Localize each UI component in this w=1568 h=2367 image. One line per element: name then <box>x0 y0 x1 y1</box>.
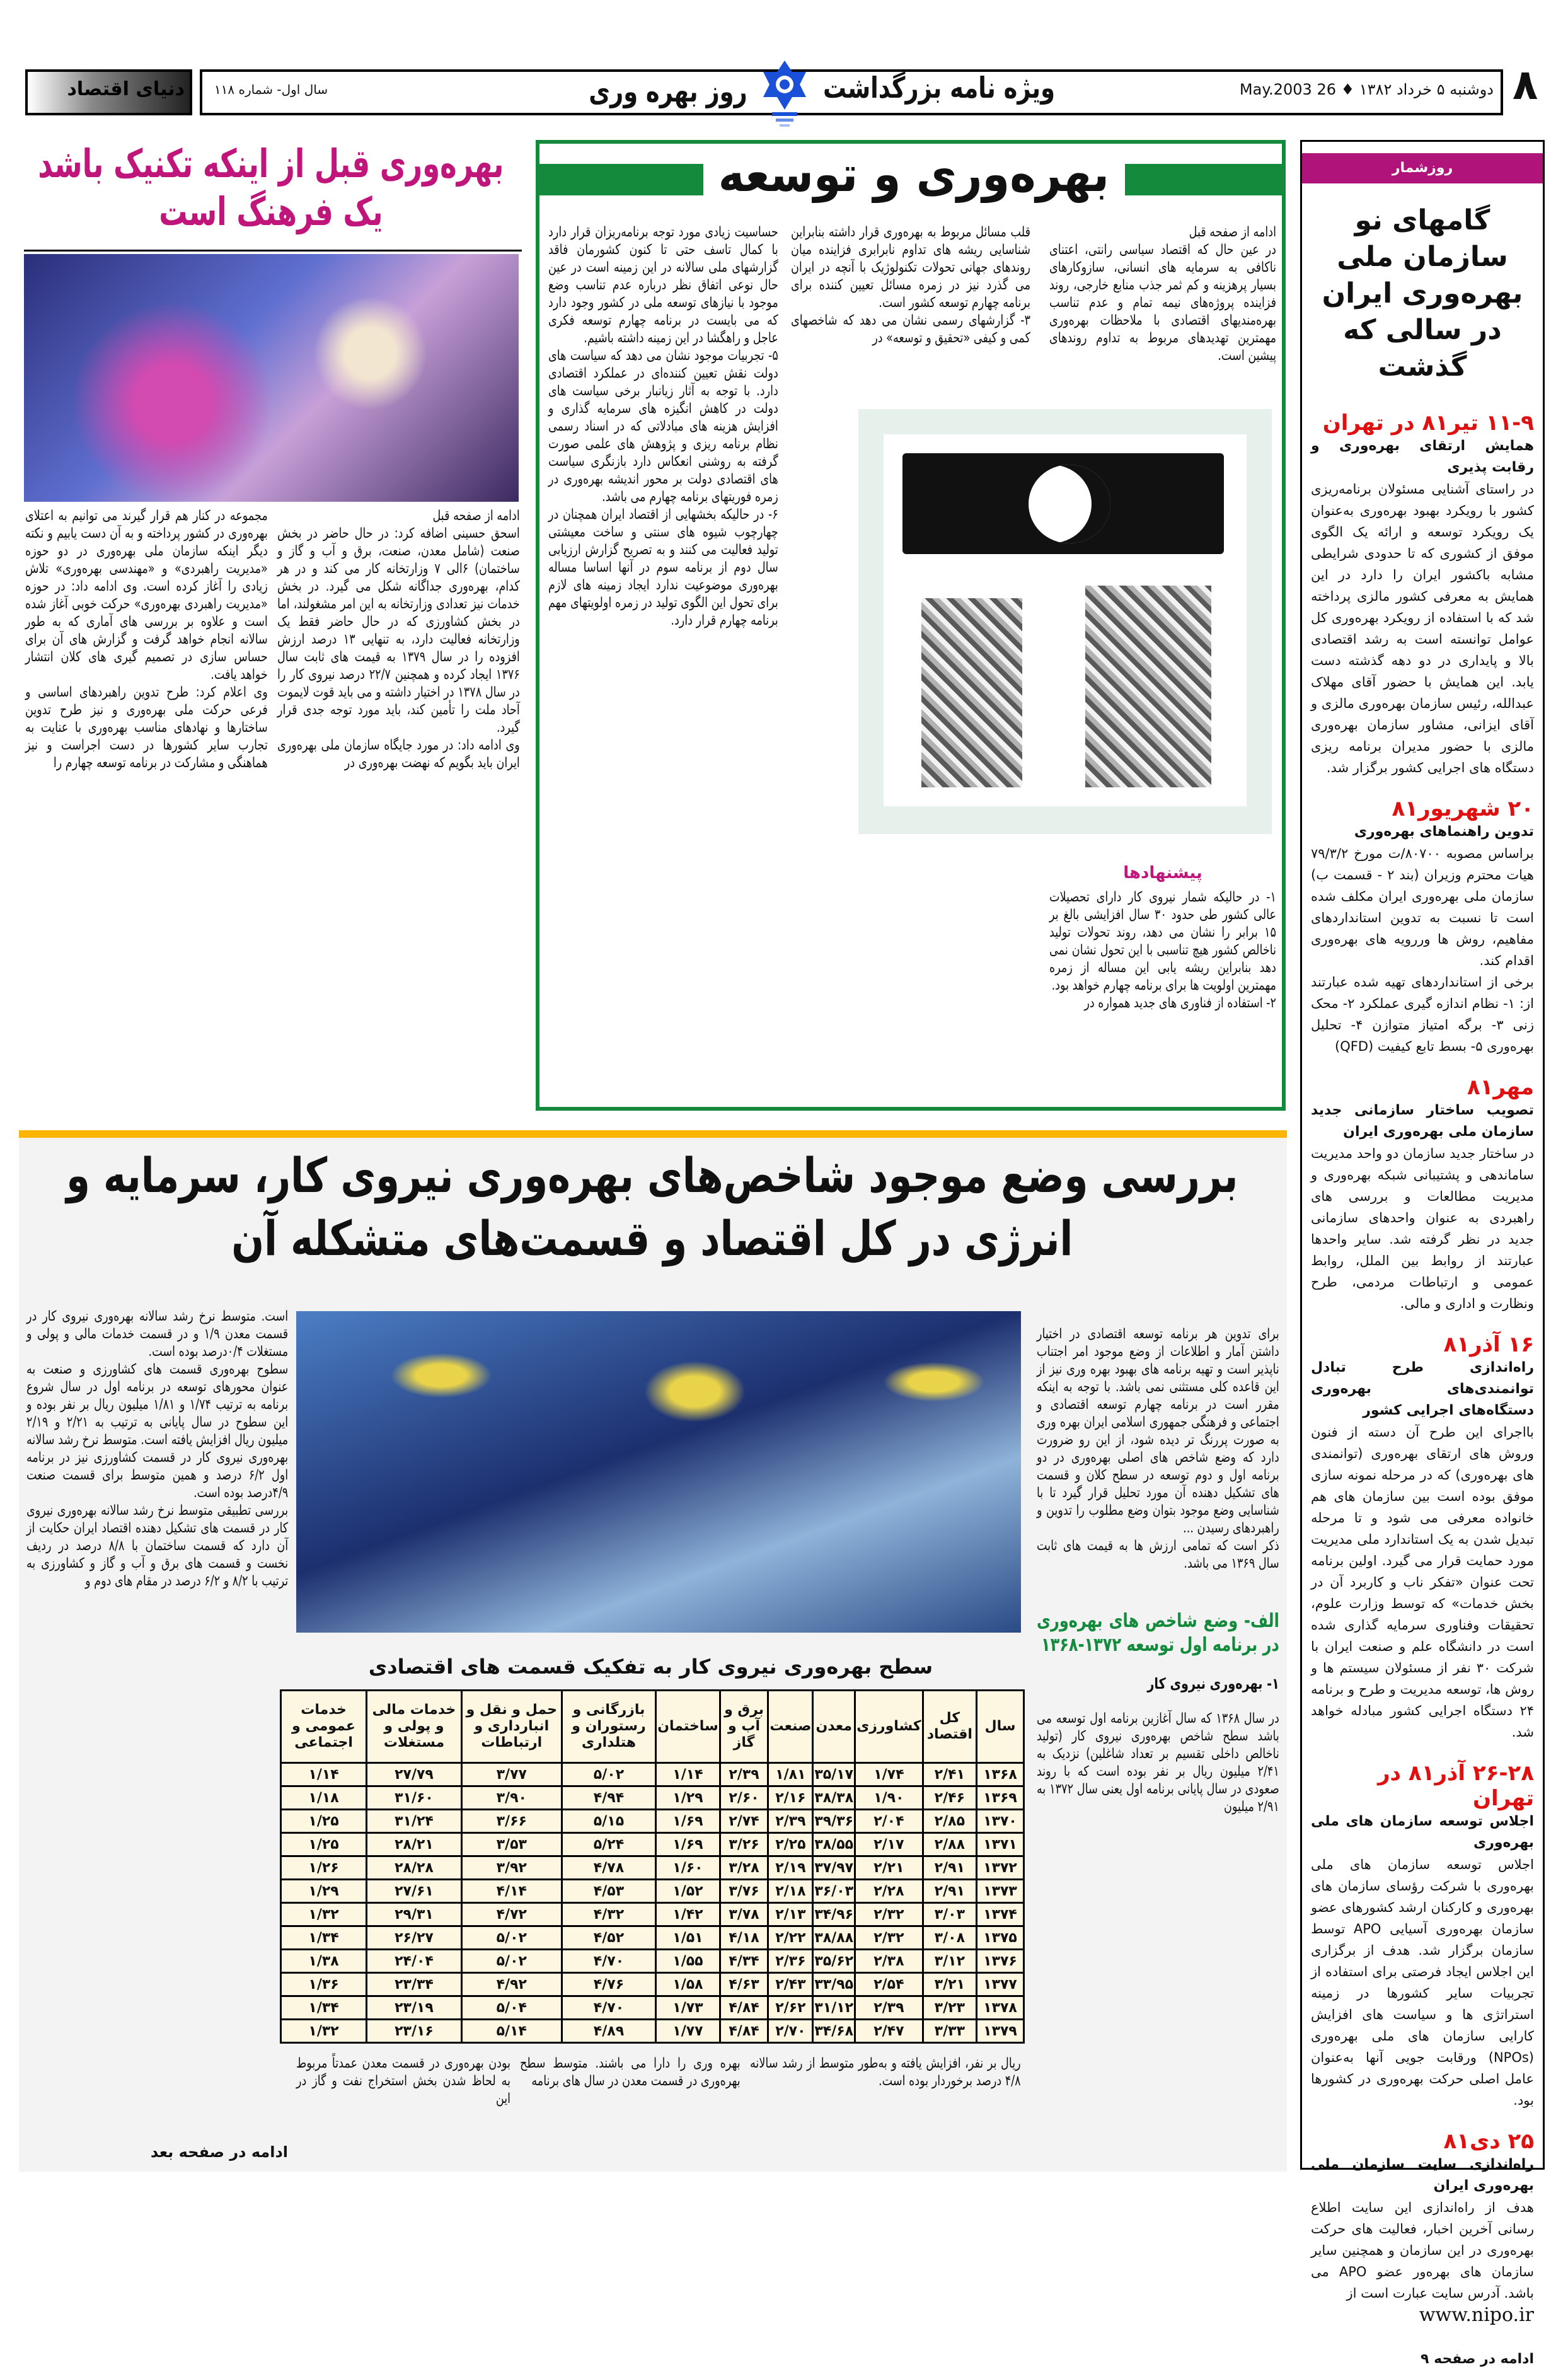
value-cell: ۴/۳۲ <box>562 1903 655 1926</box>
value-cell: ۲/۳۲ <box>855 1903 923 1926</box>
value-cell: ۱/۵۵ <box>656 1950 720 1973</box>
value-cell: ۲/۱۳ <box>768 1903 813 1926</box>
value-cell: ۳۴/۶۸ <box>813 2020 855 2043</box>
entry-body: در ساختار جدید سازمان دو واحد مدیریت ساماندهی و پشتیبانی شبکه بهره‌وری و مدیریت مطالعات و بررسی های راهبردی به عنوان واحدهای سازمانی جدید در نظر گرفته شد. سایر واحدها عبارتند از روابط بین الملل، روابط عمومی و ارتباطات مردمی، طرح ونظارت و اداری و مالی. <box>1311 1146 1534 1311</box>
value-cell: ۲/۸۸ <box>923 1833 976 1856</box>
title-bar-left <box>539 164 703 195</box>
value-cell: ۱/۴۲ <box>656 1903 720 1926</box>
suggestions-column: ۱- در حالیکه شمار نیروی کار دارای تحصیلات عالی کشور طی حدود ۳۰ سال افزایشی بالغ بر ۱۵ برابر را نشان می دهد، روند تحولات تولید ناخالص کشور هیچ تناسبی با این تحول نشان نمی دهد بنابراین ریشه یابی این مساله از زمره مهمترین اولویت ها برای برنامه چهارم خواهد بود. ۲- استفاده از فناوری های جدید همواره در <box>1049 889 1276 1011</box>
value-cell: ۲/۲۵ <box>768 1833 813 1856</box>
supplement-title: ویژه نامه بزرگداشت <box>823 71 1055 105</box>
entry-heading: اجلاس توسعه سازمان های ملی بهره‌وری <box>1311 1814 1534 1851</box>
value-cell: ۵/۱۴ <box>461 2020 562 2043</box>
value-cell: ۲/۹۱ <box>923 1856 976 1880</box>
value-cell: ۱/۳۸ <box>281 1950 367 1973</box>
table-row <box>281 2020 1024 2043</box>
page-number: ۸ <box>1513 61 1538 109</box>
year-cell: ۱۳۷۵ <box>977 1926 1024 1950</box>
value-cell: ۲۸/۲۱ <box>367 1833 462 1856</box>
value-cell: ۳۶/۰۳ <box>813 1880 855 1903</box>
value-cell: ۲/۴۷ <box>855 2020 923 2043</box>
value-cell: ۳/۲۶ <box>720 1833 768 1856</box>
value-cell: ۳/۹۰ <box>461 1786 562 1810</box>
orange-rule <box>19 1130 1287 1138</box>
year-cell: ۱۳۷۶ <box>977 1950 1024 1973</box>
feature-column: ریال بر نفر، افزایش یافته و به‌طور متوسط از رشد سالانه ۴/۸ درصد برخوردار بوده است. <box>750 2056 1021 2089</box>
value-cell: ۱/۲۹ <box>281 1880 367 1903</box>
column-header: صنعت <box>768 1691 813 1763</box>
value-cell: ۲۴/۰۴ <box>367 1950 462 1973</box>
year-cell: ۱۳۷۰ <box>977 1810 1024 1833</box>
feature-headline: بررسی وضع موجود شاخص‌های بهره‌وری نیروی کار، سرمایه و انرژی در کل اقتصاد و قسمت‌های متشکله آن <box>66 1147 1238 1266</box>
value-cell: ۲/۱۸ <box>768 1880 813 1903</box>
value-cell: ۲/۳۹ <box>855 1996 923 2020</box>
value-cell: ۲۳/۱۶ <box>367 2020 462 2043</box>
article-column: مجموعه در کنار هم قرار گیرند می توانیم به اعتلای بهره‌وری در کشور پرداخته و به آن دست یابیم و نکته دیگر اینکه سازمان ملی بهره‌وری در دو حوزه «مدیریت راهبردی» و «مهندسی بهره‌وری» تلاش زیادی را آغاز کرده است. وی ادامه داد: در حوزه «مدیریت راهبردی بهره‌وری» حرکت خوبی آغاز شده است و علاوه بر بررسی های آماری که به طور سالانه انجام خواهد گرفت و گزارش های آن برای حساس سازی در تصمیم گیری های کلان انتشار خواهد یافت. وی اعلام کرد: طرح تدوین راهبردهای اساسی و فرعی حرکت ملی بهره‌وری و نیز طرح تدوین ساختارها و نهادهای مناسب بهره‌وری با عنایت به تجارب سایر کشورها در دست اجراست و نیز هماهنگی و مشارکت در برنامه توسعه چهارم را <box>25 508 268 771</box>
value-cell: ۲/۳۶ <box>768 1950 813 1973</box>
value-cell: ۳۵/۱۷ <box>813 1763 855 1786</box>
entry-date: ۱۱-۹ تیر۸۱ در تهران <box>1322 410 1534 436</box>
value-cell: ۳۸/۸۸ <box>813 1926 855 1950</box>
value-cell: ۳/۲۱ <box>923 1973 976 1996</box>
value-cell: ۳/۶۶ <box>461 1810 562 1833</box>
column-header: معدن <box>813 1691 855 1763</box>
timeline-entry <box>1311 796 1534 1057</box>
value-cell: ۳۷/۹۷ <box>813 1856 855 1880</box>
value-cell: ۵/۰۲ <box>461 1926 562 1950</box>
entry-heading: همایش ارتقای بهره‌وری و رقابت پذیری <box>1311 438 1534 475</box>
value-cell: ۲۳/۳۴ <box>367 1973 462 1996</box>
year-cell: ۱۳۷۸ <box>977 1996 1024 2020</box>
value-cell: ۱/۳۲ <box>281 2020 367 2043</box>
year-cell: ۱۳۷۱ <box>977 1833 1024 1856</box>
value-cell: ۱/۷۳ <box>656 1996 720 2020</box>
box-column: حساسیت زیادی مورد توجه برنامه‌ریزان قرار دارد با کمال تاسف حتی تا کنون کشورمان فاقد گزارشهای ملی سالانه در این زمینه است در عین حال نوعی اتفاق نظر درباره عدم تناسب وضع موجود با نیازهای توسعه ملی در کشور وجود دارد که می بایست در برنامه چهارم توسعه فکری عاجل و راهگشا در این زمینه داشته باشیم. ۵- تجربیات موجود نشان می دهد که سیاست های دولت نقش تعیین کننده‌ای در عملکرد اقتصادی دارد. با توجه به آثار زیانبار برخی سیاست های دولت در کاهش انگیزه های سرمایه گذاری و افزایش هزینه های مبادلاتی که در اسناد رسمی نظام برنامه ریزی و پژوهش های علمی صورت گرفته به روشنی انعکاس دارد بازنگری سیاست های اقتصادی دولت بر محور اندیشه بهره‌وری در زمره فوریتهای برنامه چهارم می باشد. ۶- در حالیکه بخشهایی از اقتصاد ایران همچنان در چهارچوب شیوه های سنتی و ساخت معیشتی تولید فعالیت می کنند و به تصریح گزارش ارزیابی سال دوم از برنامه سوم در آنها اساسا مساله بهره‌وری موضوعیت ندارد ایجاد زمینه های لازم برای تحول این الگوی تولید در زمره اولویتهای مهم برنامه چهارم قرار دارد. <box>548 224 778 628</box>
value-cell: ۲/۱۹ <box>768 1856 813 1880</box>
table-header-row <box>281 1691 1024 1763</box>
productivity-emblem-icon <box>753 58 816 134</box>
value-cell: ۳/۰۳ <box>923 1903 976 1926</box>
issue-date: دوشنبه ۵ خرداد ۱۳۸۲ ♦ 26 May.2003 <box>1239 81 1494 98</box>
value-cell: ۳/۱۲ <box>923 1950 976 1973</box>
value-cell: ۳۱/۶۰ <box>367 1786 462 1810</box>
issue-number: سال اول- شماره ۱۱۸ <box>214 82 328 97</box>
value-cell: ۳/۲۳ <box>923 1996 976 2020</box>
value-cell: ۴/۹۴ <box>562 1786 655 1810</box>
value-cell: ۲۶/۲۷ <box>367 1926 462 1950</box>
intro-text: برای تدوین هر برنامه توسعه اقتصادی در اختیار داشتن آمار و اطلاعات از وضع موجود امر اجتناب ناپذیر است و تهیه برنامه های بهبود بهره وری نیز از این قاعده کلی مستثنی نمی باشد. با توجه به اینکه مقرر است در برنامه چهارم توسعه اقتصادی و اجتماعی و فرهنگی جمهوری اسلامی ایران بهره وری به صورت پررنگ تر دیده شود، از این رو ضرورت دارد که وضع شاخص های اصلی بهره‌وری در دو برنامه اول و دوم توسعه در سطح کلان و قسمت های تشکیل دهنده آن مورد تحلیل قرار گیرد تا با شناسایی وضع موجود بتوان وضع مطلوب را تدوین و راهبردهای رسیدن ... ذکر است که تمامی ارزش ها به قیمت های ثابت سال ۱۳۶۹ می باشد. <box>1037 1326 1279 1571</box>
value-cell: ۲/۱۷ <box>855 1833 923 1856</box>
table-row <box>281 1810 1024 1833</box>
table-row <box>281 1786 1024 1810</box>
table-row <box>281 1880 1024 1903</box>
entry-heading: راه‌اندازی طرح تبادل توانمندی‌های بهره‌وری دستگاه‌های اجرایی کشور <box>1311 1360 1534 1418</box>
continued-note: ادامه در صفحه بعد <box>150 2143 288 2161</box>
column-header: خدمات عمومی و اجتماعی <box>281 1691 367 1763</box>
section-subsubheading: ۱- بهره‌وری نیروی کار <box>1147 1675 1279 1693</box>
table-row <box>281 1973 1024 1996</box>
value-cell: ۴/۸۴ <box>720 2020 768 2043</box>
value-cell: ۱/۷۴ <box>855 1763 923 1786</box>
value-cell: ۴/۹۲ <box>461 1973 562 1996</box>
column-header: کشاورزی <box>855 1691 923 1763</box>
year-cell: ۱۳۶۸ <box>977 1763 1024 1786</box>
value-cell: ۱/۲۶ <box>281 1856 367 1880</box>
value-cell: ۱/۲۵ <box>281 1833 367 1856</box>
value-cell: ۱/۳۶ <box>281 1973 367 1996</box>
table-row <box>281 1950 1024 1973</box>
entry-heading: تدوین راهنماهای بهره‌وری <box>1354 824 1534 840</box>
continued-note: ادامه در صفحه ۹ <box>1421 2351 1534 2367</box>
feature-column: است. متوسط نرخ رشد سالانه بهره‌وری نیروی کار در قسمت معدن ۱/۹ و در قسمت خدمات مالی و پولی و مستغلات ۰/۴درصد بوده است. سطوح بهره‌وری قسمت های کشاورزی و صنعت به عنوان محورهای توسعه در برنامه اول در سال شروع برنامه به ترتیب ۱/۷۴ و ۱/۸۱ میلیون ریال بر نفر بوده و این سطوح در سال پایانی به ترتیب به ۲/۲۱ و ۲/۱۹ میلیون ریال افزایش یافته است. متوسط نرخ رشد سالانه بهره‌وری نیروی کار در قسمت کشاورزی نیز در برنامه اول ۶/۲ درصد و همین متوسط برای قسمت صنعت ۴/۹درصد بوده است. بررسی تطبیقی متوسط نرخ رشد سالانه بهره‌وری نیروی کار در قسمت های تشکیل دهنده اقتصاد ایران حکایت از آن دارد که قسمت ساختمان با ۸/۸ درصد در ردیف نخست و قسمت های برق و آب و گاز و کشاورزی به ترتیب با ۸/۲ و ۶/۲ درصد در مقام های دوم و <box>26 1309 289 1589</box>
value-cell: ۳/۷۶ <box>720 1880 768 1903</box>
entry-body: در راستای آشنایی مسئولان برنامه‌ریزی کشور با رویکرد بهبود بهره‌وری به‌عنوان یک رویکرد توسعه و ارائه یک الگوی موفق از کشوری که تا حدودی شرایطی مشابه باکشور ایران را دارد در این همایش به معرفی کشور مالزی پرداخته شد که با استفاده از رویکرد بهره‌وری کل عوامل توانسته است به رشد اقتصادی بالا و پایداری در دو دهه گذشته دست یابد. این همایش با حضور آقای مهلاک عبدالله، رئیس سازمان بهره‌وری مالزی و آقای ایزانی، مشاور سازمان بهره‌وری مالزی با حضور مدیران برنامه ریزی دستگاه های اجرایی کشور برگزار شد. <box>1311 482 1534 775</box>
value-cell: ۴/۷۸ <box>562 1856 655 1880</box>
productivity-day-title: روز بهره وری <box>589 74 747 108</box>
labor-productivity-table <box>280 1689 1025 2044</box>
article-column: ادامه از صفحه قبل اسحق حسینی اضافه کرد: در حال حاضر در بخش صنعت (شامل معدن، صنعت، برق و آب و گاز و ساختمان) ۶الی ۷ وزارتخانه کار می کند و در هر کدام، بهره‌وری جداگانه شکل می گیرد. در بخش خدمات نیز تعدادی وزارتخانه به این امر مشغولند، اما در بخش کشاورزی که در حال حاضر فقط یک وزارتخانه فعالیت دارد، به تنهایی ۱۳ درصد ارزش افزوده را در سال ۱۳۷۹ به قیمت های ثابت سال ۱۳۷۶ ایجاد کرده و همچنین ۲۲/۷ درصد نیروی کار را در سال ۱۳۷۸ در اختیار داشته و می باید قوت لایموت آحاد ملت را تأمین کند، باید مورد توجه جدی قرار گیرد. وی ادامه داد: در مورد جایگاه سازمان ملی بهره‌وری ایران باید بگویم که نهضت بهره‌وری در <box>277 508 520 771</box>
timeline-entry <box>1311 1075 1534 1314</box>
value-cell: ۳/۳۳ <box>923 2020 976 2043</box>
value-cell: ۴/۷۰ <box>562 1996 655 2020</box>
value-cell: ۱/۳۲ <box>281 1903 367 1926</box>
value-cell: ۱/۲۹ <box>656 1786 720 1810</box>
value-cell: ۱/۷۷ <box>656 2020 720 2043</box>
column-header: برق و آب و گاز <box>720 1691 768 1763</box>
value-cell: ۲/۶۲ <box>768 1996 813 2020</box>
value-cell: ۲/۵۴ <box>855 1973 923 1996</box>
value-cell: ۳/۷۸ <box>720 1903 768 1926</box>
column-header: خدمات مالی و پولی و مستغلات <box>367 1691 462 1763</box>
year-cell: ۱۳۷۹ <box>977 2020 1024 2043</box>
sidebar-title: گامهای نو سازمان ملی بهره‌وری ایران در سالی که گذشت <box>1322 204 1523 383</box>
value-cell: ۲۷/۷۹ <box>367 1763 462 1786</box>
value-cell: ۴/۳۴ <box>720 1950 768 1973</box>
value-cell: ۲۳/۱۹ <box>367 1996 462 2020</box>
table-row <box>281 1996 1024 2020</box>
value-cell: ۳/۹۲ <box>461 1856 562 1880</box>
timeline-entry <box>1311 410 1534 778</box>
value-cell: ۴/۱۴ <box>461 1880 562 1903</box>
feature-column: بودن بهره‌وری در قسمت معدن عمدتاً مربوط به لحاظ شدن بخش استخراج نفت و گاز در این <box>296 2056 510 2107</box>
box-column: ادامه از صفحه قبل در عین حال که اقتصاد سیاسی رانتی، اعتنای ناکافی به سرمایه های انسانی، سازوکارهای بسیار پرهزینه و کم ثمر جذب منابع خارجی، روند فزاینده پروژه‌های نیمه تمام و عدم تناسب بهره‌مندیهای اقتصادی با ملاحظات بهره‌وری مهمترین تهدیدهای مربوط به تداوم روندهای پیشین است. <box>1049 224 1276 364</box>
value-cell: ۲۷/۶۱ <box>367 1880 462 1903</box>
value-cell: ۴/۷۶ <box>562 1973 655 1996</box>
value-cell: ۲/۶۰ <box>720 1786 768 1810</box>
website-link[interactable]: www.nipo.ir <box>1419 2304 1534 2326</box>
table-row <box>281 1833 1024 1856</box>
feature-column <box>1037 1308 1279 1834</box>
value-cell: ۲/۳۲ <box>855 1926 923 1950</box>
value-cell: ۲/۴۳ <box>768 1973 813 1996</box>
value-cell: ۵/۲۴ <box>562 1833 655 1856</box>
value-cell: ۳۸/۵۵ <box>813 1833 855 1856</box>
value-cell: ۲/۴۶ <box>923 1786 976 1810</box>
newspaper-logo <box>25 69 192 115</box>
entry-date: مهر۸۱ <box>1467 1075 1534 1100</box>
value-cell: ۳/۰۸ <box>923 1926 976 1950</box>
workers-photo <box>296 1311 1021 1633</box>
column-header: ساختمان <box>656 1691 720 1763</box>
value-cell: ۴/۸۹ <box>562 2020 655 2043</box>
value-cell: ۱/۳۴ <box>281 1996 367 2020</box>
suggestions-heading: پیشنهادها <box>1123 864 1202 883</box>
value-cell: ۴/۱۸ <box>720 1926 768 1950</box>
value-cell: ۳۸/۳۸ <box>813 1786 855 1810</box>
value-cell: ۲/۱۶ <box>768 1786 813 1810</box>
column-header: بازرگانی و رستوران و هتلداری <box>562 1691 655 1763</box>
value-cell: ۳۹/۳۶ <box>813 1810 855 1833</box>
box-column: قلب مسائل مربوط به بهره‌وری قرار داشته بنابراین شناسایی ریشه های تداوم نابرابری فزاینده میان روندهای جهانی تحولات تکنولوژیک با آنچه در ایران می گذرد نیز در زمره مسائل تعیین کننده برای برنامه چهارم توسعه کشور است. ۳- گزارشهای رسمی نشان می دهد که شاخصهای کمی و کیفی «تحقیق و توسعه» در <box>791 224 1030 346</box>
value-cell: ۴/۶۳ <box>720 1973 768 1996</box>
feature-column: بهره وری را دارا می باشند. متوسط سطح بهره‌وری در قسمت معدن در سال های برنامه <box>520 2056 741 2089</box>
section-text: در سال ۱۳۶۸ که سال آغازین برنامه اول توسعه می باشد سطح شاخص بهره‌وری نیروی کار (تولید ناخالص داخلی تقسیم بر تعداد شاغلین) نزدیک به ۲/۴۱ میلیون ریال بر نفر بوده است که با روند صعودی در سال پایانی برنامه اول یعنی سال ۱۳۷۲ به ۲/۹۱ میلیون <box>1037 1711 1279 1815</box>
timeline-label: روزشمار <box>1302 153 1543 183</box>
value-cell: ۲/۲۸ <box>855 1880 923 1903</box>
value-cell: ۲۹/۳۱ <box>367 1903 462 1926</box>
title-bar-right <box>1125 164 1282 195</box>
entry-heading: تصویب ساختار سازمانی جدید سازمان ملی بهره‌وری ایران <box>1311 1102 1534 1140</box>
value-cell: ۲/۲۱ <box>855 1856 923 1880</box>
value-cell: ۱/۱۴ <box>656 1763 720 1786</box>
value-cell: ۴/۸۴ <box>720 1996 768 2020</box>
year-cell: ۱۳۶۹ <box>977 1786 1024 1810</box>
entry-body: هدف از راه‌اندازی این سایت اطلاع رسانی آخرین اخبار، فعالیت های حرکت بهره‌وری در این سازمان و همچنین سایر سازمان های بهره‌ور عضو APO می باشد. آدرس سایت عبارت است از <box>1311 2200 1534 2301</box>
value-cell: ۲/۹۱ <box>923 1880 976 1903</box>
value-cell: ۵/۰۲ <box>562 1763 655 1786</box>
table-row <box>281 1903 1024 1926</box>
value-cell: ۳۱/۲۴ <box>367 1810 462 1833</box>
year-cell: ۱۳۷۳ <box>977 1880 1024 1903</box>
value-cell: ۴/۷۲ <box>461 1903 562 1926</box>
value-cell: ۴/۵۲ <box>562 1926 655 1950</box>
value-cell: ۱/۱۴ <box>281 1763 367 1786</box>
table-row <box>281 1856 1024 1880</box>
table-title: سطح بهره‌وری نیروی کار به تفکیک قسمت های اقتصادی <box>368 1655 933 1679</box>
value-cell: ۱/۲۵ <box>281 1810 367 1833</box>
value-cell: ۳۵/۶۲ <box>813 1950 855 1973</box>
value-cell: ۳۱/۱۲ <box>813 1996 855 2020</box>
value-cell: ۲۸/۲۸ <box>367 1856 462 1880</box>
article-headline: بهره‌وری قبل از اینکه تکنیک باشد یک فرهنگ است <box>38 141 504 234</box>
value-cell: ۲/۳۹ <box>720 1763 768 1786</box>
value-cell: ۱/۳۴ <box>281 1926 367 1950</box>
value-cell: ۵/۱۵ <box>562 1810 655 1833</box>
value-cell: ۱/۵۸ <box>656 1973 720 1996</box>
value-cell: ۲/۷۴ <box>720 1810 768 1833</box>
table-row <box>281 1763 1024 1786</box>
year-cell: ۱۳۷۷ <box>977 1973 1024 1996</box>
year-cell: ۱۳۷۲ <box>977 1856 1024 1880</box>
column-header: کل اقتصاد <box>923 1691 976 1763</box>
value-cell: ۴/۷۰ <box>562 1950 655 1973</box>
value-cell: ۴/۵۳ <box>562 1880 655 1903</box>
column-header: حمل و نقل و انبارداری و ارتباطات <box>461 1691 562 1763</box>
box-title: بهره‌وری و توسعه <box>718 146 1110 203</box>
entry-body: براساس مصوبه ۸۰۷۰۰/ت مورخ ۷۹/۳/۲ هیات محترم وزیران (بند ۲ - قسمت ب) سازمان ملی بهره‌وری ایران مکلف شده است تا نسبت به تدوین استانداردهای مفاهیم، روش ها وررویه های بهره‌وری اقدام کند. برخی از استانداردهای تهیه شده عبارتند از: ۱- نظام اندازه گیری عملکرد ۲- محک زنی ۳- برگه امتیاز متوازن ۴- تحلیل بهره‌وری ۵- بسط تابع کیفیت (QFD) <box>1311 846 1534 1054</box>
value-cell: ۱/۶۰ <box>656 1856 720 1880</box>
entry-body: اجلاس توسعه سازمان های ملی بهره‌وری با شرکت رؤسای سازمان های بهره‌وری و کارکنان ارشد کشورهای عضو سازمان بهره‌وری آسیایی APO توسط سازمان برگزار شد. هدف از برگزاری این اجلاس ایجاد فرصتی برای استفاده از تجربیات سایر کشورها در زمینه استراتژی ها و سیاست های افزایش کارایی سازمان های ملی بهره‌وری (NPOs) ورقابت جویی آنها به‌عنوان عامل اصلی حرکت بهره‌وری در کشورها بود. <box>1311 1857 1534 2108</box>
table-row <box>281 1926 1024 1950</box>
value-cell: ۲/۸۵ <box>923 1810 976 1833</box>
value-cell: ۱/۶۹ <box>656 1833 720 1856</box>
timeline-entry <box>1311 1332 1534 1743</box>
value-cell: ۲/۷۰ <box>768 2020 813 2043</box>
entry-date: ۲۰ شهریور۸۱ <box>1392 796 1534 821</box>
logo-text: دنیای اقتصاد <box>67 78 185 100</box>
value-cell: ۱/۹۰ <box>855 1786 923 1810</box>
value-cell: ۲/۴۱ <box>923 1763 976 1786</box>
entry-heading: راه‌اندازی سایت سازمان ملی بهره‌وری ایران <box>1311 2156 1534 2194</box>
article-photo <box>24 254 519 502</box>
value-cell: ۱/۵۱ <box>656 1926 720 1950</box>
value-cell: ۳/۵۳ <box>461 1833 562 1856</box>
value-cell: ۱/۵۲ <box>656 1880 720 1903</box>
entry-date: ۲۶-۲۸ آذر۸۱ در تهران <box>1377 1761 1534 1811</box>
entry-date: ۲۵ دی۸۱ <box>1443 2129 1534 2154</box>
column-header: سال <box>977 1691 1024 1763</box>
entry-date: ۱۶ آذر۸۱ <box>1443 1332 1534 1357</box>
value-cell: ۲/۳۸ <box>855 1950 923 1973</box>
timeline-entry <box>1311 1761 1534 2111</box>
value-cell: ۲/۰۴ <box>855 1810 923 1833</box>
value-cell: ۳۴/۹۶ <box>813 1903 855 1926</box>
year-cell: ۱۳۷۴ <box>977 1903 1024 1926</box>
value-cell: ۱/۶۹ <box>656 1810 720 1833</box>
timeline-entry <box>1311 2129 1534 2326</box>
section-subheading: الف- وضع شاخص های بهره‌وری در برنامه اول توسعه ۱۳۷۲-۱۳۶۸ <box>1037 1610 1279 1656</box>
illustration-image <box>858 409 1272 834</box>
eye-graphic <box>902 453 1224 554</box>
value-cell: ۲/۳۹ <box>768 1810 813 1833</box>
timeline-sidebar <box>1300 140 1545 2367</box>
value-cell: ۳/۲۸ <box>720 1856 768 1880</box>
value-cell: ۱/۸۱ <box>768 1763 813 1786</box>
value-cell: ۵/۰۲ <box>461 1950 562 1973</box>
entry-body: بااجرای این طرح آن دسته از فنون وروش های ارتقای بهره‌وری (توانمندی های بهره‌وری) که در مرحله نمونه سازی موفق بوده است بین سازمان های هم خانواده معرفی می شود و تا مرحله تبدیل شدن به یک استاندارد ملی مدیریت مورد حمایت قرار می گیرد. اولین برنامه تحت عنوان «تفکر ناب و کاربرد آن در بخش خدمات» که توسط وزارت علوم، تحقیقات وفناوری سرمایه گذاری شده است در دانشگاه علم و صنعت ایران با شرکت ۳۰ نفر از مسئولان سیستم ها و روش ها، توسعه مدیریت و طرح و برنامه ۲۴ دستگاه اجرایی کشور مبادله خواهد شد. <box>1311 1425 1534 1740</box>
value-cell: ۱/۱۸ <box>281 1786 367 1810</box>
value-cell: ۳۳/۹۵ <box>813 1973 855 1996</box>
value-cell: ۲/۲۲ <box>768 1926 813 1950</box>
value-cell: ۵/۰۴ <box>461 1996 562 2020</box>
value-cell: ۳/۷۷ <box>461 1763 562 1786</box>
divider <box>24 250 522 252</box>
